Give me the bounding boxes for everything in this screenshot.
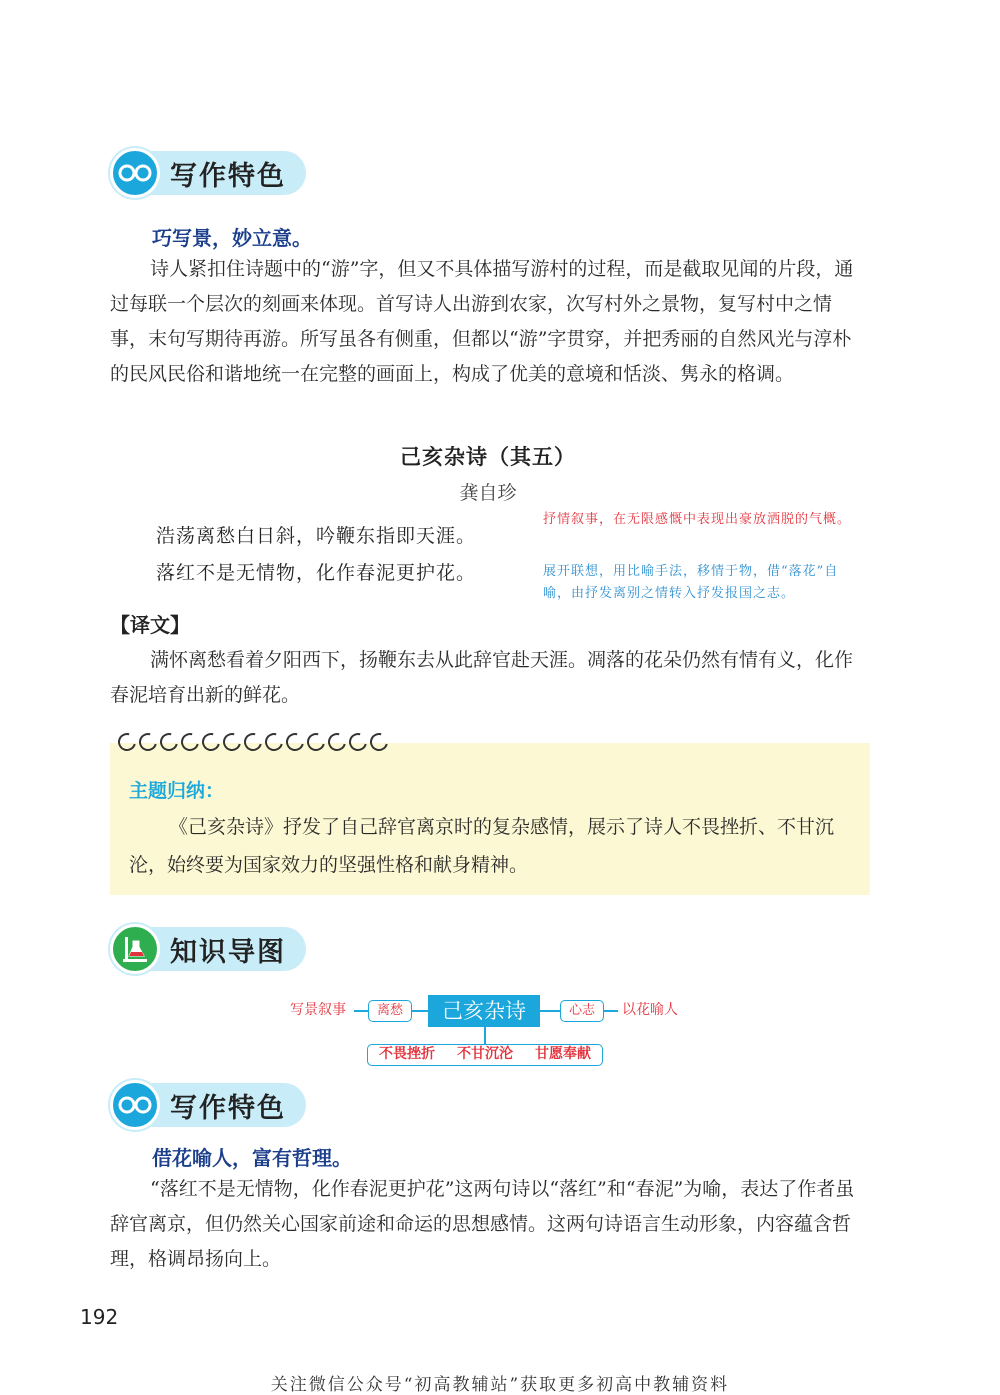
connector-line: [604, 1010, 618, 1012]
mindmap-left-label: 写景叙事: [290, 1002, 346, 1018]
mindmap-trait: 不甘沉沦: [457, 1046, 513, 1062]
section-subhead: 巧写景，妙立意。: [152, 226, 312, 250]
footer-watermark-text: 关注微信公众号“初高教辅站”获取更多初高中教辅资料: [270, 1375, 730, 1395]
mindmap-box-ambition: 心志: [560, 1000, 604, 1022]
glasses-icon: [110, 1080, 160, 1130]
section-header-writing-features: [110, 148, 310, 198]
section-subhead: 借花喻人，富有哲理。: [152, 1146, 352, 1170]
section-title: 知识导图: [170, 937, 286, 968]
section-header-writing-features: [110, 1080, 310, 1130]
connector-line: [484, 1027, 486, 1044]
flask-icon: [110, 924, 160, 974]
poem-line: 浩荡离愁白日斜，吟鞭东指即天涯。: [156, 525, 477, 547]
poem-author: 龚自珍: [459, 482, 517, 504]
connector-line: [540, 1010, 560, 1012]
page-number: 192: [80, 1305, 119, 1329]
annotation-note: 展开联想，用比喻手法，移情于物，借“落花”自喻，由抒发离别之情转入抒发报国之志。: [543, 564, 839, 601]
section-title: 写作特色: [170, 1093, 286, 1124]
connector-line: [412, 1010, 428, 1012]
section-title: 写作特色: [170, 161, 286, 192]
translation-label: 【译文】: [110, 613, 190, 637]
annotation-note: 抒情叙事，在无限感慨中表现出豪放洒脱的气概。: [543, 512, 852, 527]
mindmap-trait: 不畏挫折: [379, 1046, 435, 1062]
connector-line: [354, 1010, 368, 1012]
mindmap-box-sorrow: 离愁: [368, 1000, 412, 1022]
mindmap-center: 己亥杂诗: [428, 995, 540, 1027]
theme-heading: 主题归纳：: [129, 780, 225, 802]
section-header-knowledge-map: [110, 924, 310, 974]
translation-paragraph: 满怀离愁看着夕阳西下，扬鞭东去从此辞官赴天涯。凋落的花朵仍然有情有义，化作春泥培育出新的鲜花。: [110, 649, 854, 706]
poem-title: 己亥杂诗（其五）: [400, 445, 576, 469]
mindmap-bottom-box: [367, 1044, 603, 1066]
theme-text: 《己亥杂诗》抒发了自己辞官离京时的复杂感情，展示了诗人不畏挫折、不甘沉沦，始终要为国家效力的坚强性格和献身精神。: [129, 816, 835, 876]
spiral-binding-decoration: [118, 733, 388, 755]
mindmap-trait: 甘愿奉献: [535, 1046, 591, 1062]
analysis-paragraph: 诗人紧扣住诗题中的“游”字，但又不具体描写游村的过程，而是截取见闻的片段，通过每联一个层次的刻画来体现。首写诗人出游到农家，次写村外之景物，复写村中之情事，末句写期待再游。所写虽各有侧重，但都以“游”字贯穿，并把秀丽的自然风光与淳朴的民风民俗和谐地统一在完整的画面上，构成了优美的意境和恬淡、隽永的格调。: [110, 258, 854, 385]
glasses-icon: [110, 148, 160, 198]
mindmap-right-label: 以花喻人: [622, 1002, 678, 1018]
analysis-paragraph: “落红不是无情物，化作春泥更护花”这两句诗以“落红”和“春泥”为喻，表达了作者虽辞官离京，但仍然关心国家前途和命运的思想感情。这两句诗语言生动形象，内容蕴含哲理，格调昂扬向上。: [110, 1178, 855, 1270]
poem-line: 落红不是无情物，化作春泥更护花。: [156, 562, 477, 584]
